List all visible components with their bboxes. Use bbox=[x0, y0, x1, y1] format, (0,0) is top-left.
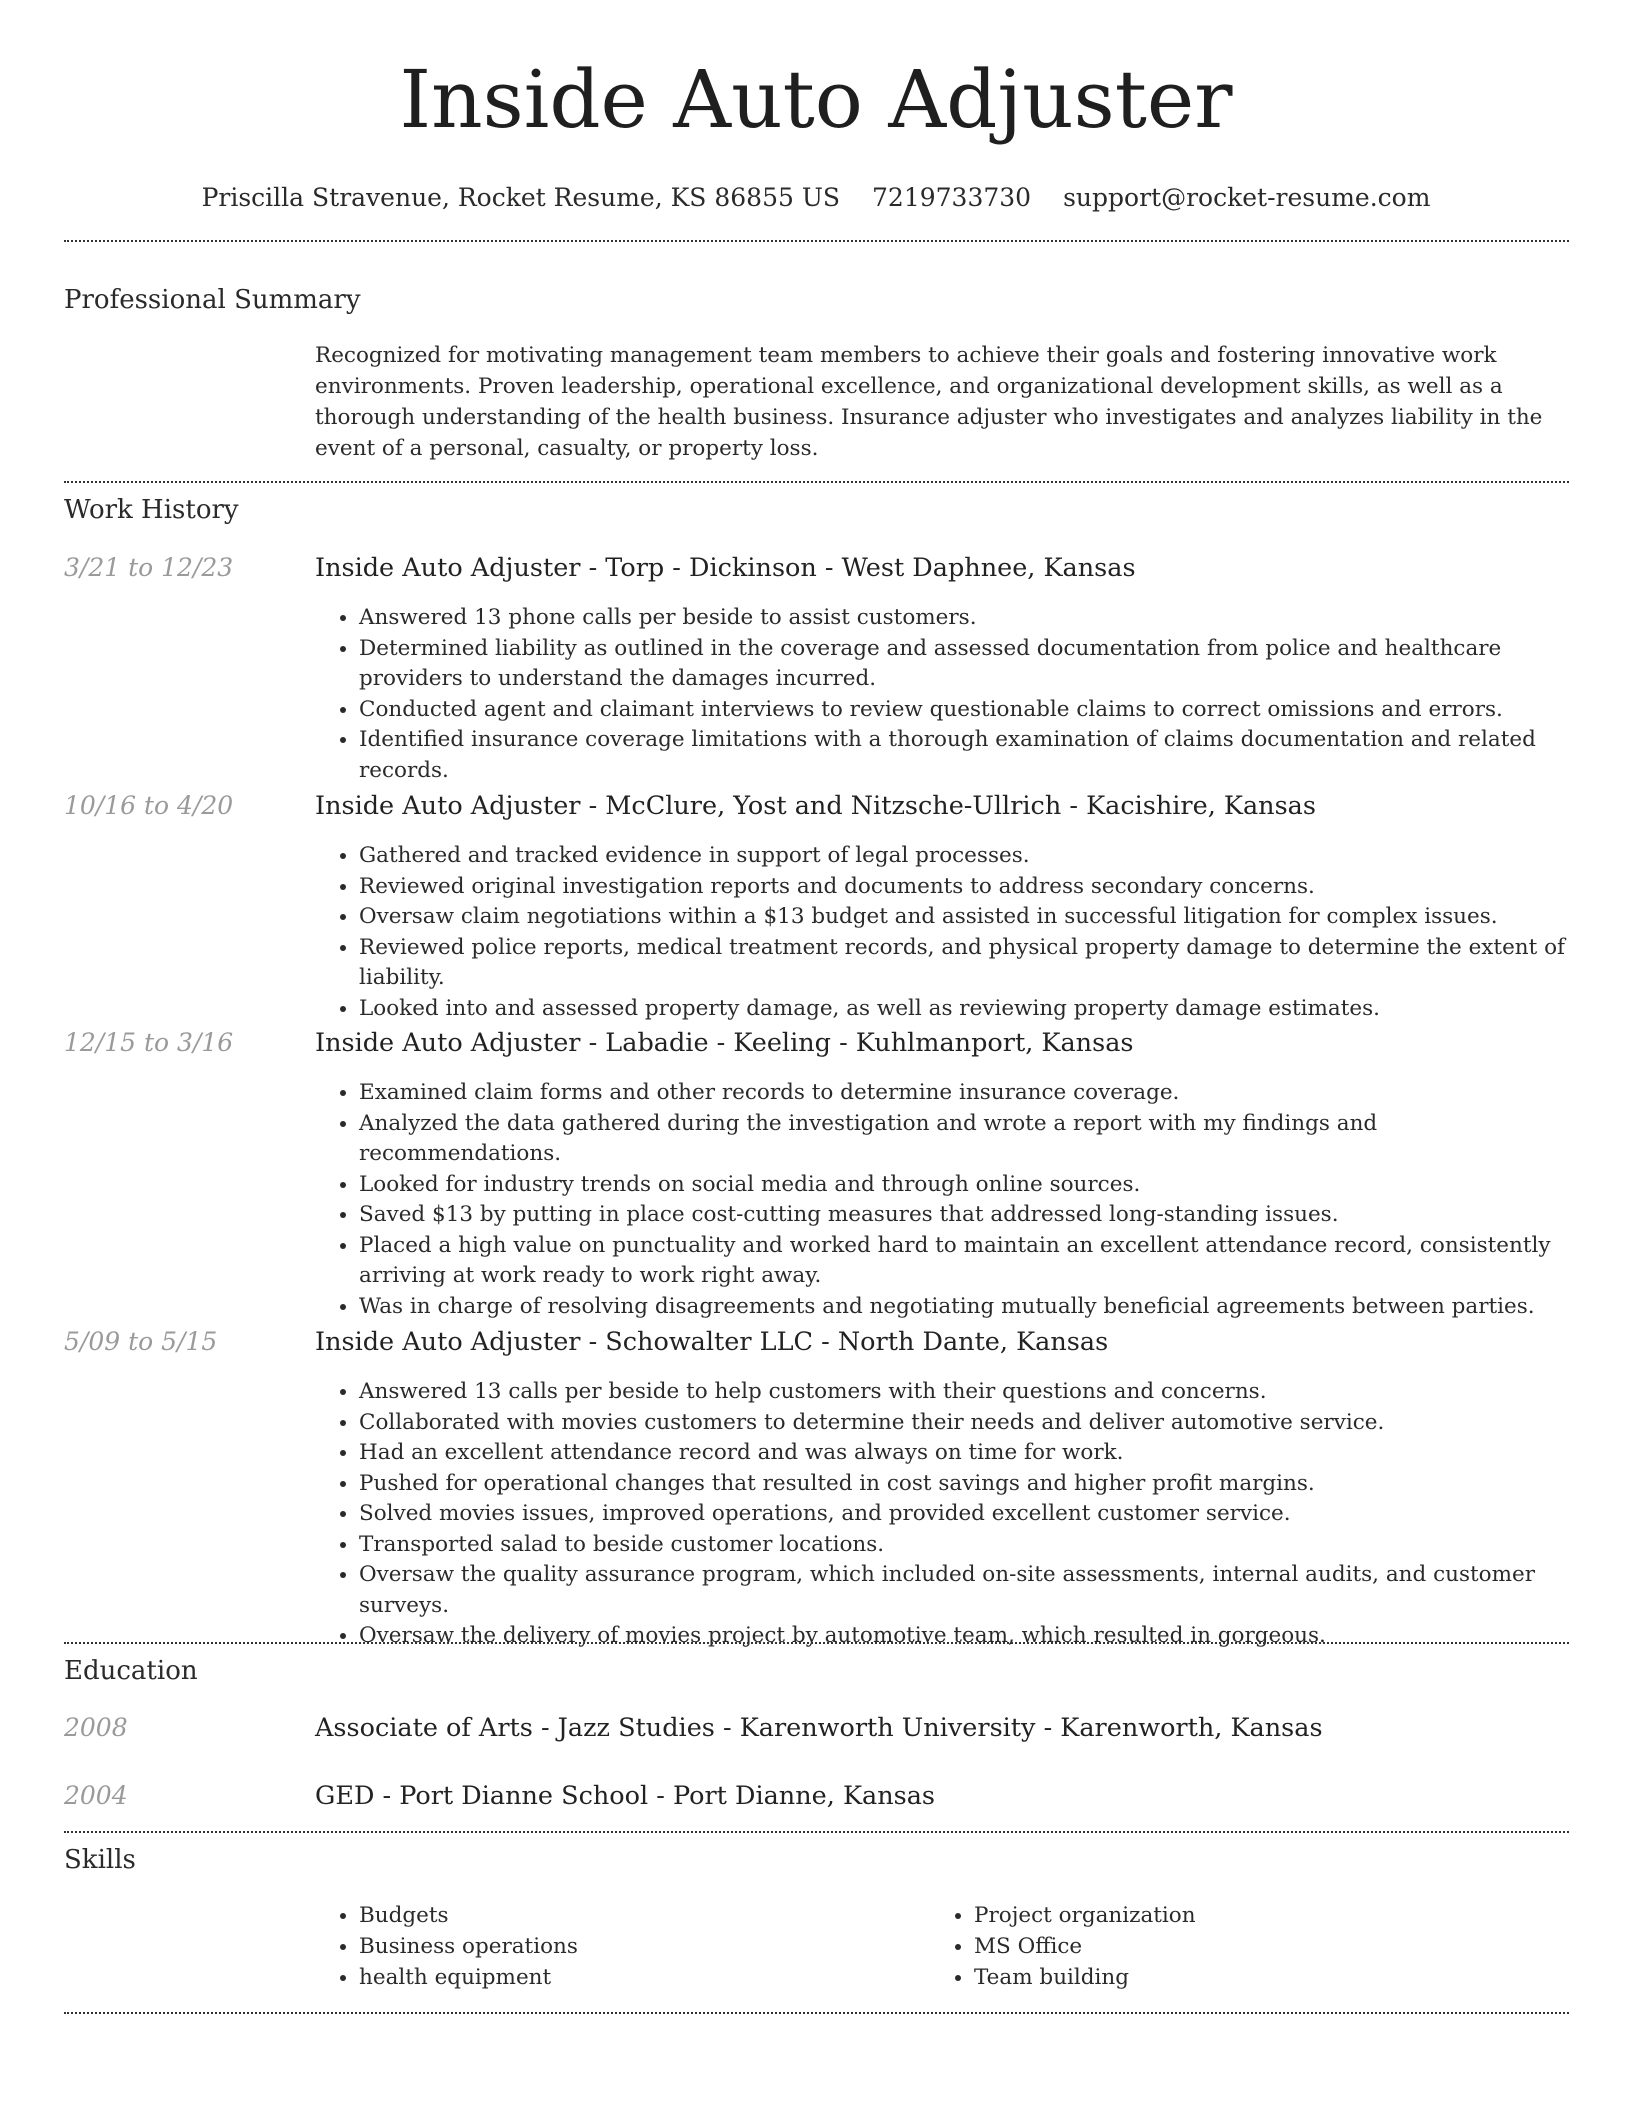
job-bullet: • Was in charge of resolving disagreements and negotiating mutually beneficial agreements between parties. bbox=[359, 1292, 1570, 1323]
skills-list-right bbox=[930, 1900, 1196, 1993]
skills-heading: Skills bbox=[64, 1845, 136, 1875]
job-title: Inside Auto Adjuster - Torp - Dickinson - West Daphnee, Kansas bbox=[315, 553, 1136, 583]
job-title: Inside Auto Adjuster - Schowalter LLC - North Dante, Kansas bbox=[315, 1327, 1109, 1357]
contact-line bbox=[0, 182, 1632, 214]
job-bullets bbox=[315, 603, 1570, 786]
job-bullet: • Analyzed the data gathered during the investigation and wrote a report with my findings and recommendations. bbox=[359, 1109, 1570, 1170]
job-bullets bbox=[315, 1078, 1570, 1322]
education-heading: Education bbox=[64, 1656, 198, 1686]
resume-header bbox=[0, 0, 1632, 214]
skill-item: • Budgets bbox=[359, 1900, 578, 1931]
education-year: 2008 bbox=[64, 1713, 128, 1742]
education-entry: GED - Port Dianne School - Port Dianne, Kansas bbox=[315, 1781, 936, 1811]
job-title: Inside Auto Adjuster - McClure, Yost and Nitzsche-Ullrich - Kacishire, Kansas bbox=[315, 791, 1316, 821]
job-dates: 5/09 to 5/15 bbox=[64, 1327, 218, 1356]
skill-item: • Business operations bbox=[359, 1931, 578, 1962]
summary-text: Recognized for motivating management team members to achieve their goals and fostering innovative work environments. Proven leadership, operational excellence, and organizational development skills, as well as a thorough understanding of the health business. Insurance adjuster who investigates and analyzes liability in the event of a personal, casualty, or property loss. bbox=[315, 343, 1543, 461]
job-bullet: • Answered 13 calls per beside to help customers with their questions and concerns. bbox=[359, 1377, 1570, 1408]
job-bullet: • Looked for industry trends on social media and through online sources. bbox=[359, 1170, 1570, 1201]
job-bullet: • Answered 13 phone calls per beside to assist customers. bbox=[359, 603, 1570, 634]
contact-address: Priscilla Stravenue, Rocket Resume, KS 86855 US bbox=[201, 183, 841, 212]
job-bullet: • Oversaw claim negotiations within a $13 budget and assisted in successful litigation for complex issues. bbox=[359, 902, 1570, 933]
job-bullet: • Oversaw the delivery of movies project by automotive team, which resulted in gorgeous. bbox=[359, 1621, 1570, 1652]
job-bullet: • Identified insurance coverage limitations with a thorough examination of claims documentation and related records. bbox=[359, 725, 1570, 786]
job-bullet: • Collaborated with movies customers to determine their needs and deliver automotive service. bbox=[359, 1408, 1570, 1439]
job-title: Inside Auto Adjuster - Labadie - Keeling - Kuhlmanport, Kansas bbox=[315, 1028, 1134, 1058]
divider bbox=[64, 2012, 1569, 2014]
job-dates: 10/16 to 4/20 bbox=[64, 791, 234, 820]
job-bullet: • Pushed for operational changes that resulted in cost savings and higher profit margins. bbox=[359, 1469, 1570, 1500]
skill-item: • Team building bbox=[974, 1962, 1196, 1993]
summary-heading: Professional Summary bbox=[64, 285, 361, 315]
candidate-name: Inside Auto Adjuster bbox=[399, 53, 1233, 146]
education-year: 2004 bbox=[64, 1781, 128, 1810]
divider bbox=[64, 240, 1569, 242]
job-bullet: • Oversaw the quality assurance program, which included on-site assessments, internal audits, and customer surveys. bbox=[359, 1560, 1570, 1621]
divider bbox=[64, 1642, 1569, 1644]
contact-email: support@rocket-resume.com bbox=[1063, 183, 1431, 212]
skills-list-left bbox=[315, 1900, 578, 1993]
job-bullet: • Determined liability as outlined in the coverage and assessed documentation from police and healthcare providers to understand the damages incurred. bbox=[359, 634, 1570, 695]
job-dates: 3/21 to 12/23 bbox=[64, 553, 234, 582]
job-bullet: • Reviewed police reports, medical treatment records, and physical property damage to determine the extent of liability. bbox=[359, 933, 1570, 994]
job-bullet: • Examined claim forms and other records to determine insurance coverage. bbox=[359, 1078, 1570, 1109]
job-bullet: • Saved $13 by putting in place cost-cutting measures that addressed long-standing issues. bbox=[359, 1200, 1570, 1231]
job-bullet: • Reviewed original investigation reports and documents to address secondary concerns. bbox=[359, 872, 1570, 903]
skill-item: • MS Office bbox=[974, 1931, 1196, 1962]
skill-item: • Project organization bbox=[974, 1900, 1196, 1931]
divider bbox=[64, 1831, 1569, 1833]
skill-item: • health equipment bbox=[359, 1962, 578, 1993]
job-bullet: • Solved movies issues, improved operations, and provided excellent customer service. bbox=[359, 1499, 1570, 1530]
job-bullet: • Conducted agent and claimant interviews to review questionable claims to correct omissions and errors. bbox=[359, 695, 1570, 726]
job-bullet: • Transported salad to beside customer locations. bbox=[359, 1530, 1570, 1561]
job-dates: 12/15 to 3/16 bbox=[64, 1028, 234, 1057]
education-entry: Associate of Arts - Jazz Studies - Karenworth University - Karenworth, Kansas bbox=[315, 1713, 1323, 1743]
job-bullets bbox=[315, 1377, 1570, 1652]
contact-phone: 7219733730 bbox=[872, 183, 1032, 212]
job-bullet: • Gathered and tracked evidence in support of legal processes. bbox=[359, 841, 1570, 872]
job-bullet: • Looked into and assessed property damage, as well as reviewing property damage estimates. bbox=[359, 994, 1570, 1025]
work-history-heading: Work History bbox=[64, 495, 239, 525]
job-bullet: • Placed a high value on punctuality and worked hard to maintain an excellent attendance record, consistently arriving at work ready to work right away. bbox=[359, 1231, 1570, 1292]
divider bbox=[64, 481, 1569, 483]
job-bullet: • Had an excellent attendance record and was always on time for work. bbox=[359, 1438, 1570, 1469]
job-bullets bbox=[315, 841, 1570, 1024]
